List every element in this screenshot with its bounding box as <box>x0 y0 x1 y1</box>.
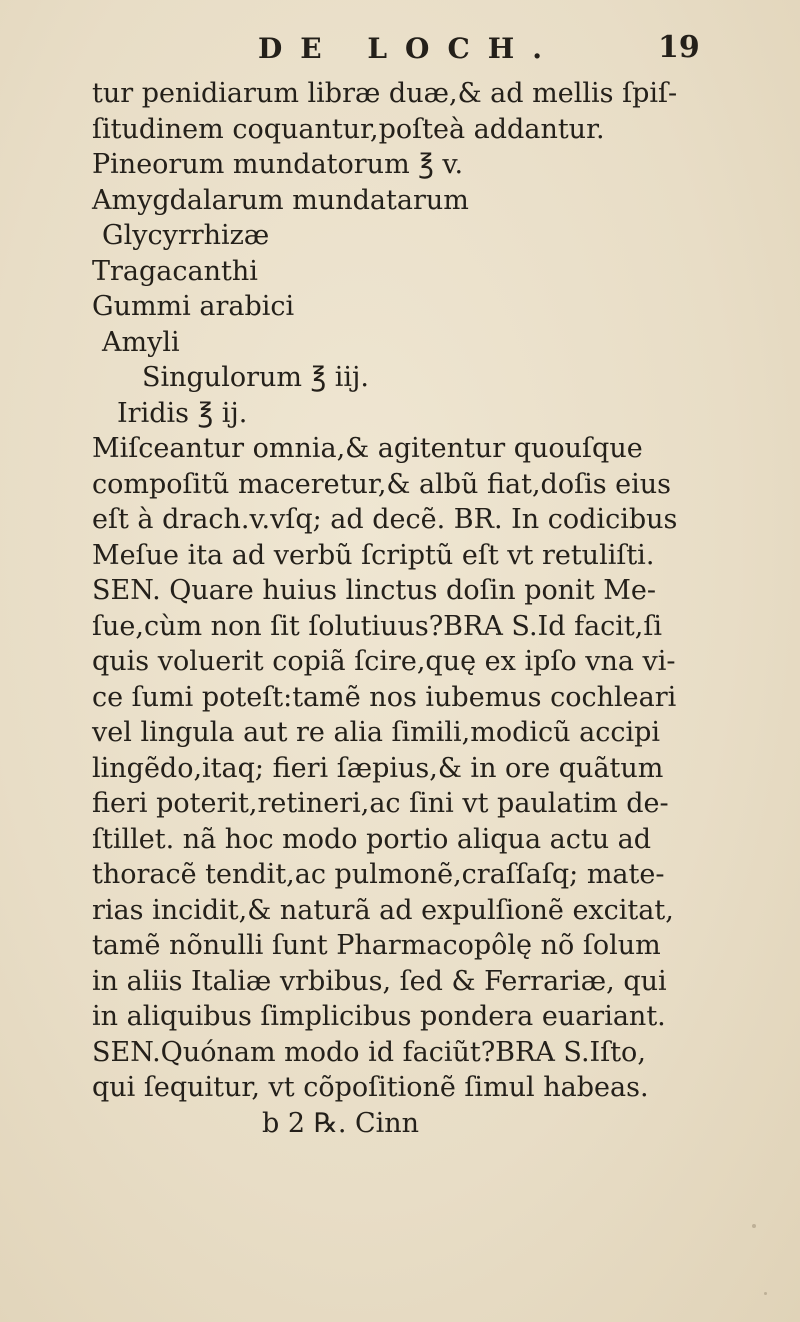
recipe-line: Pineorum mundatorum ℥ v. <box>92 149 464 180</box>
recipe-line: Tragacanthi <box>92 255 258 287</box>
recipe-line: Amyli <box>102 326 180 358</box>
text-line: SEN.Quónam modo id faciũt?BRA S.Iſto, <box>92 1036 646 1068</box>
text-line: rias incidit,& naturã ad expulſionẽ excitat, <box>92 894 674 926</box>
text-line: ſitudinem coquantur,poſteà addantur. <box>92 113 605 145</box>
recipe-line: Amygdalarum mundatarum <box>92 184 469 216</box>
recipe-line: Iridis ℥ ij. <box>117 397 248 429</box>
text-line: ſtillet. nã hoc modo portio aliqua actu ad <box>92 823 652 855</box>
text-line: Miſceantur omnia,& agitentur quouſque <box>92 433 643 464</box>
body-text <box>92 76 732 1141</box>
text-line: tamẽ nõnulli ſunt Pharmacopôlę nõ ſolum <box>92 930 661 961</box>
paper-spot <box>752 1224 756 1228</box>
recipe-line: Singulorum ℥ iij. <box>142 362 369 393</box>
recipe-line: Glycyrrhizæ <box>102 220 270 251</box>
text-line: eſt à drach.v.vſq; ad decẽ. BR. In codicibus <box>92 504 678 535</box>
text-line: in aliis Italiæ vrbibus, ſed & Ferrariæ, qui <box>92 965 667 997</box>
page-number: 19 <box>658 30 700 65</box>
text-line: quis voluerit copiã ſcire,quę ex ipſo vna vi- <box>92 646 676 677</box>
text-line: ſue,cùm non ſit ſolutiuus?BRA S.Id facit,ſi <box>92 610 662 642</box>
text-line: ce ſumi poteſt:tamẽ nos iubemus cochleari <box>92 681 677 713</box>
text-line: lingẽdo,itaq; fieri ſæpius,& in ore quãtum <box>92 752 664 784</box>
text-line: qui ſequitur, vt cõpoſitionẽ ſimul habeas. <box>92 1072 649 1103</box>
running-title: DE LOCH. <box>258 32 560 65</box>
paper-spot <box>764 1292 767 1295</box>
text-line: in aliquibus ſimplicibus pondera euariant. <box>92 1001 666 1032</box>
text-line: SEN. Quare huius linctus doſin ponit Me- <box>92 575 656 606</box>
text-line: thoracẽ tendit,ac pulmonẽ,craſſaſq; mate- <box>92 859 665 890</box>
text-line: fieri poterit,retineri,ac ſini vt paulatim de- <box>92 788 669 819</box>
recipe-line: Gummi arabici <box>92 291 295 322</box>
signature-catchword-line: b 2 ℞. Cinn <box>262 1107 420 1139</box>
text-line: compoſitũ maceretur,& albũ fiat,doſis eius <box>92 468 672 500</box>
text-line: Meſue ita ad verbũ ſcriptũ eſt vt retuliſti. <box>92 539 655 571</box>
text-line: tur penidiarum libræ duæ,& ad mellis ſpiſ- <box>92 78 678 109</box>
text-line: vel lingula aut re alia ſimili,modicũ accipi <box>92 717 661 748</box>
page-header <box>0 30 800 70</box>
